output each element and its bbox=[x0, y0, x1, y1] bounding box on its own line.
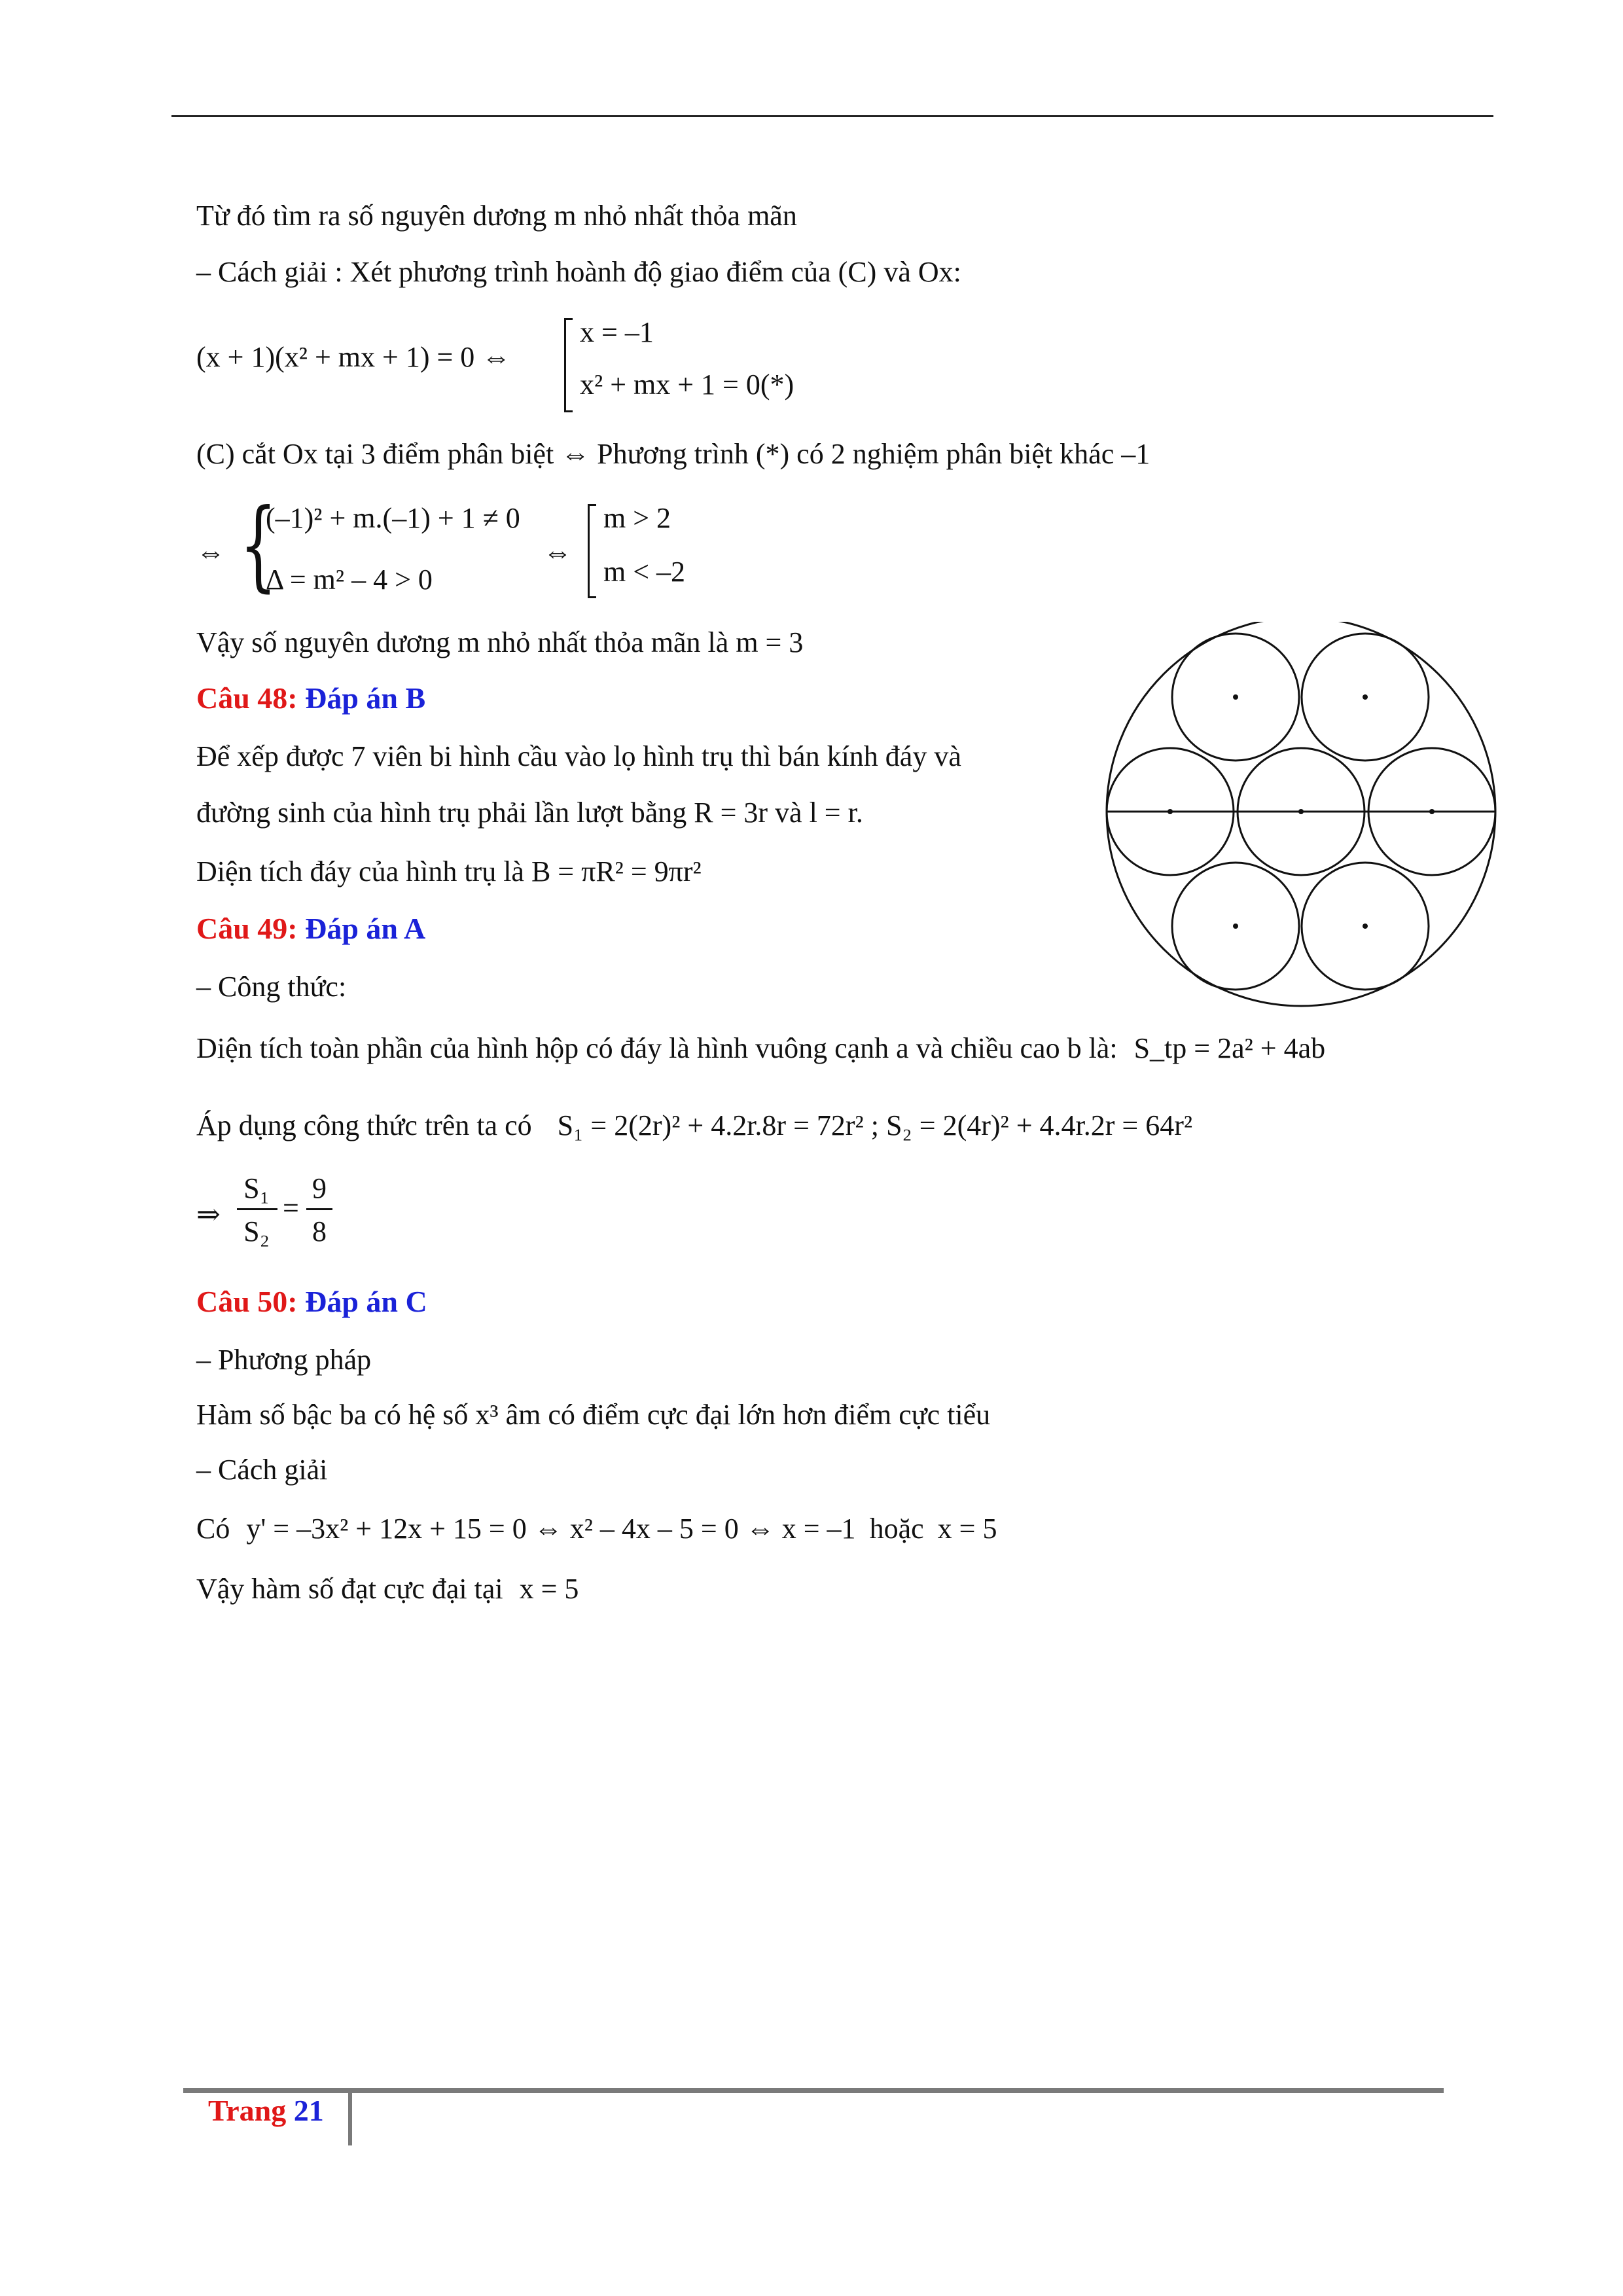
question-49-answer: Đáp án A bbox=[305, 912, 426, 945]
text-line-10-text: Áp dụng công thức trên ta có bbox=[196, 1109, 532, 1141]
question-48-heading bbox=[196, 681, 425, 715]
system-arrow-2: ⇔ bbox=[543, 536, 572, 568]
center-dot bbox=[1233, 924, 1238, 929]
center-dot bbox=[1429, 809, 1435, 814]
text-line-7 bbox=[196, 852, 702, 891]
text-line-3: (C) cắt Ox tại 3 điểm phân biệt ⇔ Phương trình (*) có 2 nghiệm phân biệt khác –1 bbox=[196, 438, 1150, 470]
text-line-13: – Cách giải bbox=[196, 1454, 328, 1486]
center-dot bbox=[1168, 809, 1173, 814]
header-rule bbox=[171, 115, 1493, 117]
text-line-14 bbox=[196, 1509, 997, 1549]
text-line-10 bbox=[196, 1106, 1192, 1145]
case-bracket-2 bbox=[588, 504, 596, 598]
text-line-4: Vậy số nguyên dương m nhỏ nhất thỏa mãn là m = 3 bbox=[196, 626, 804, 658]
text-line-6: đường sinh của hình trụ phải lần lượt bằng R = 3r và l = r. bbox=[196, 797, 863, 829]
seven-spheres-figure bbox=[1099, 622, 1505, 1014]
fraction-right-denominator: 8 bbox=[312, 1215, 327, 1247]
system-arrow-1: ⇔ bbox=[196, 536, 225, 568]
equation-1-case-1: x = –1 bbox=[580, 316, 654, 348]
page-number: 21 bbox=[293, 2094, 324, 2127]
question-50-heading bbox=[196, 1284, 427, 1319]
text-line-9-text: Diện tích toàn phần của hình hộp có đáy là hình vuông cạnh a và chiều cao b là: bbox=[196, 1032, 1118, 1064]
fraction-left-denominator: S₂ bbox=[243, 1215, 270, 1247]
question-48-label: Câu 48: bbox=[196, 681, 298, 715]
equation-1-case-2: x² + mx + 1 = 0(*) bbox=[580, 368, 794, 401]
text-line-14-math: y' = –3x² + 12x + 15 = 0 ⇔ x² – 4x – 5 = 0 ⇔ x = –1 bbox=[246, 1513, 856, 1545]
fraction-equals: = bbox=[283, 1192, 299, 1224]
center-dot bbox=[1233, 694, 1238, 700]
fraction-left-bar bbox=[237, 1208, 277, 1210]
text-line-14-end: x = 5 bbox=[937, 1513, 997, 1545]
page-label: Trang bbox=[208, 2094, 287, 2127]
system-row-2: Δ = m² – 4 > 0 bbox=[266, 564, 433, 596]
text-line-11: – Phương pháp bbox=[196, 1344, 372, 1376]
text-line-12: Hàm số bậc ba có hệ số x³ âm có điểm cực đại lớn hơn điểm cực tiểu bbox=[196, 1399, 991, 1431]
text-line-5: Để xếp được 7 viên bi hình cầu vào lọ hình trụ thì bán kính đáy và bbox=[196, 740, 961, 772]
text-line-9-math: S_tp = 2a² + 4ab bbox=[1133, 1032, 1326, 1064]
system-brace: { bbox=[240, 488, 277, 602]
text-line-15 bbox=[196, 1570, 579, 1609]
text-line-15-text: Vậy hàm số đạt cực đại tại bbox=[196, 1573, 503, 1605]
fraction-left-numerator: S₁ bbox=[243, 1172, 270, 1204]
question-49-label: Câu 49: bbox=[196, 912, 298, 945]
text-line-2: – Cách giải : Xét phương trình hoành độ giao điểm của (C) và Ox: bbox=[196, 256, 961, 288]
question-50-label: Câu 50: bbox=[196, 1285, 298, 1318]
system-case-1: m > 2 bbox=[603, 502, 671, 534]
text-line-15-math: x = 5 bbox=[519, 1573, 579, 1605]
text-line-1: Từ đó tìm ra số nguyên dương m nhỏ nhất thỏa mãn bbox=[196, 200, 797, 232]
system-case-2: m < –2 bbox=[603, 556, 686, 588]
question-49-heading bbox=[196, 911, 425, 946]
text-line-9 bbox=[196, 1029, 1325, 1068]
system-row-1: (–1)² + m.(–1) + 1 ≠ 0 bbox=[266, 502, 520, 534]
fraction-right-bar bbox=[306, 1208, 332, 1210]
fraction-arrow: ⇒ bbox=[196, 1198, 221, 1230]
text-line-8: – Công thức: bbox=[196, 971, 347, 1003]
page-number-label bbox=[208, 2093, 324, 2128]
footer-rule bbox=[183, 2088, 1444, 2093]
text-line-14-text: Có bbox=[196, 1513, 230, 1545]
footer-divider bbox=[348, 2092, 352, 2145]
question-50-answer: Đáp án C bbox=[305, 1285, 427, 1318]
text-line-7-text: Diện tích đáy của hình trụ là bbox=[196, 855, 524, 888]
text-line-10-math: S₁ = 2(2r)² + 4.2r.8r = 72r² ; S₂ = 2(4r)² + 4.4r.2r = 64r² bbox=[557, 1109, 1193, 1141]
center-dot bbox=[1363, 924, 1368, 929]
fraction-right-numerator: 9 bbox=[312, 1172, 327, 1204]
equation-1-left: (x + 1)(x² + mx + 1) = 0 ⇔ bbox=[196, 341, 511, 373]
center-dot bbox=[1363, 694, 1368, 700]
text-line-7-math: B = πR² = 9πr² bbox=[531, 855, 702, 888]
case-bracket-1 bbox=[564, 318, 573, 412]
question-48-answer: Đáp án B bbox=[305, 681, 426, 715]
text-line-14-or: hoặc bbox=[869, 1513, 924, 1545]
center-dot bbox=[1298, 809, 1304, 814]
